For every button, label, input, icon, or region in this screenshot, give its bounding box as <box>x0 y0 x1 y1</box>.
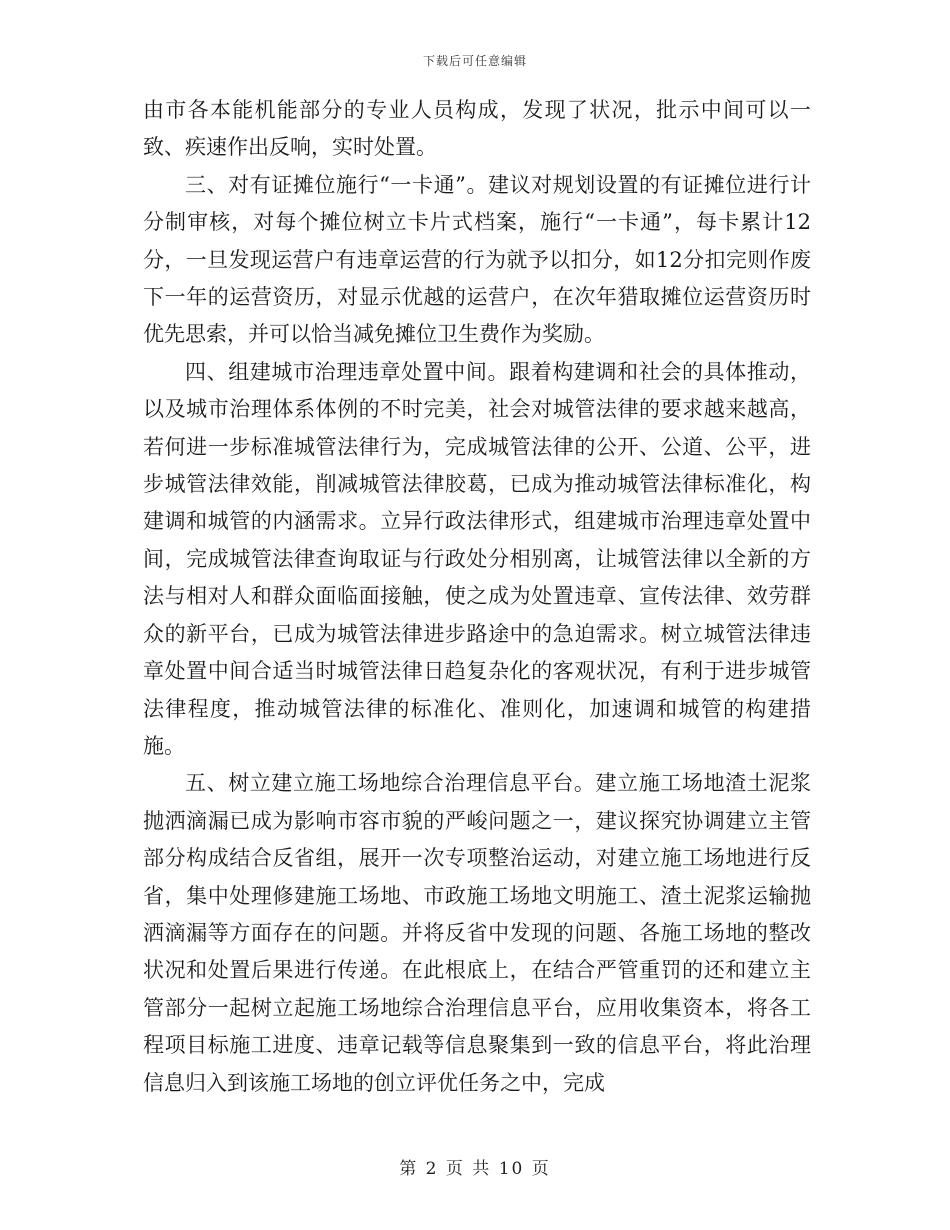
paragraph-continuation: 由市各本能机能部分的专业人员构成，发现了状况，批示中间可以一致、疾速作出反响，实时处置。 <box>143 98 811 160</box>
header-note: 下载后可任意编辑 <box>422 54 527 68</box>
page-number-footer: 第 2 页 共 10 页 <box>399 1159 551 1179</box>
paragraph-section-four: 四、组建城市治理违章处置中间。跟着构建调和社会的具体推动，以及城市治理体系体例的不时完美，社会对城管法律的要求越来越高，若何进一步标准城管法律行为，完成城管法律的公开、公道、公平，进步城管法律效能，削减城管法律胶葛，已成为推动城管法律标准化，构建调和城管的内涵需求。立异行政法律形式，组建城市治理违章处置中间，完成城管法律查询取证与行政处分相别离，让城管法律以全新的方法与相对人和群众面临面接触，使之成为处置违章、宣传法律、效劳群众的新平台，已成为城管法律进步路途中的急迫需求。树立城管法律违章处置中间合适当时城管法律日趋复杂化的客观状况，有利于进步城管法律程度，推动城管法律的标准化、准则化，加速调和城管的构建措施。 <box>143 359 811 758</box>
paragraph-section-five: 五、树立建立施工场地综合治理信息平台。建立施工场地渣土泥浆抛洒滴漏已成为影响市容市貌的严峻问题之一，建议探究协调建立主管部分构成结合反省组，展开一次专项整治运动，对建立施工场地进行反省，集中处理修建施工场地、市政施工场地文明施工、渣土泥浆运输抛洒滴漏等方面存在的问题。并将反省中发现的问题、各施工场地的整改状况和处置后果进行传递。在此根底上，在结合严管重罚的还和建立主管部分一起树立起施工场地综合治理信息平台，应用收集资本，将各工程项目标施工进度、违章记载等信息聚集到一致的信息平台，将此治理信息归入到该施工场地的创立评优任务之中，完成 <box>143 771 811 1095</box>
paragraph-section-three: 三、对有证摊位施行“一卡通”。建议对规划设置的有证摊位进行计分制审核，对每个摊位树立卡片式档案，施行“一卡通”，每卡累计12分，一旦发现运营户有违章运营的行为就予以扣分，如12分扣完则作废下一年的运营资历，对显示优越的运营户，在次年猎取摊位运营资历时优先思索，并可以恰当减免摊位卫生费作为奖励。 <box>143 172 811 347</box>
document-body <box>143 92 811 1102</box>
